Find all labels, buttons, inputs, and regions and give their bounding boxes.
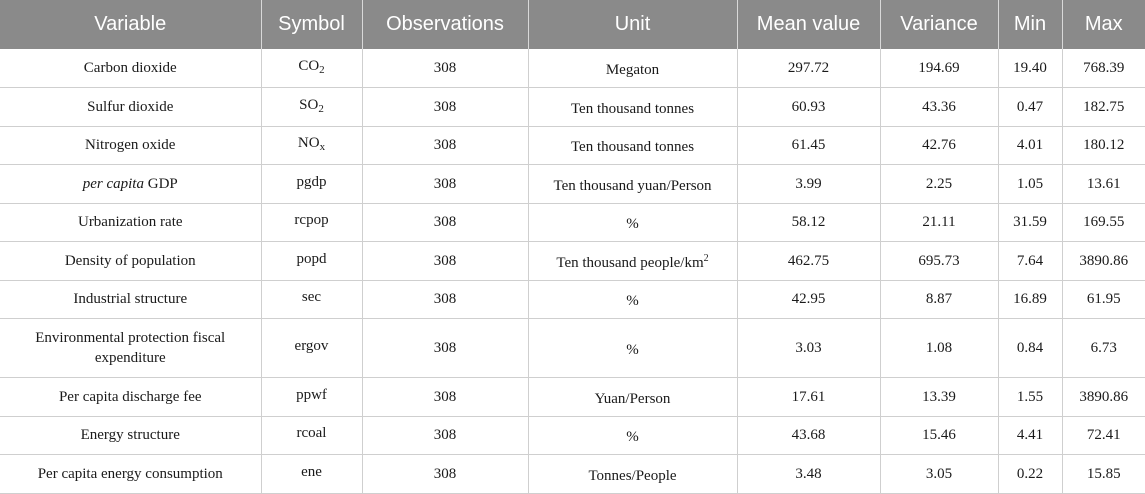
cell-symbol — [261, 416, 362, 455]
cell-unit — [528, 455, 737, 494]
cell-observations: 308 — [362, 455, 528, 494]
header-variable: Variable — [0, 0, 261, 49]
cell-max: 768.39 — [1062, 49, 1145, 88]
cell-min: 4.41 — [998, 416, 1062, 455]
cell-variance: 13.39 — [880, 378, 998, 417]
cell-mean: 462.75 — [737, 242, 880, 281]
unit-base: % — [626, 342, 639, 358]
table-header — [0, 0, 1145, 49]
cell-variable: Per capita energy consumption — [0, 455, 261, 494]
unit-superscript: 2 — [703, 252, 709, 264]
cell-symbol — [261, 88, 362, 127]
cell-variance: 1.08 — [880, 319, 998, 378]
cell-min: 0.47 — [998, 88, 1062, 127]
cell-mean: 17.61 — [737, 378, 880, 417]
symbol-base: SO — [299, 96, 319, 113]
cell-unit — [528, 126, 737, 165]
cell-variable: Per capita discharge fee — [0, 378, 261, 417]
table-row — [0, 88, 1145, 127]
cell-mean: 3.03 — [737, 319, 880, 378]
unit-base: Ten thousand tonnes — [570, 100, 695, 117]
cell-variable — [0, 165, 261, 204]
table-row — [0, 378, 1145, 417]
cell-mean: 60.93 — [737, 88, 880, 127]
variable-italic-part: per capita — [82, 175, 144, 192]
unit-base: Yuan/Person — [594, 390, 671, 407]
cell-min: 7.64 — [998, 242, 1062, 281]
cell-unit — [528, 280, 737, 319]
cell-variable: Carbon dioxide — [0, 49, 261, 88]
table-row — [0, 416, 1145, 455]
symbol-base: pgdp — [296, 173, 327, 190]
cell-observations: 308 — [362, 88, 528, 127]
cell-variance: 8.87 — [880, 280, 998, 319]
cell-max: 15.85 — [1062, 455, 1145, 494]
symbol-base: CO — [298, 58, 320, 74]
symbol-base: popd — [296, 250, 327, 267]
symbol-base: sec — [301, 289, 322, 306]
table-row — [0, 49, 1145, 88]
symbol-subscript: 2 — [318, 102, 324, 115]
cell-symbol — [261, 319, 362, 378]
cell-mean: 42.95 — [737, 280, 880, 319]
cell-mean: 58.12 — [737, 203, 880, 242]
cell-variable: Energy structure — [0, 416, 261, 455]
cell-symbol — [261, 203, 362, 242]
cell-max: 3890.86 — [1062, 242, 1145, 281]
cell-symbol — [261, 378, 362, 417]
cell-mean: 3.99 — [737, 165, 880, 204]
cell-variance: 15.46 — [880, 416, 998, 455]
symbol-base: NO — [297, 135, 320, 152]
cell-unit — [528, 378, 737, 417]
cell-variable: Urbanization rate — [0, 203, 261, 242]
cell-max: 3890.86 — [1062, 378, 1145, 417]
cell-variable: Nitrogen oxide — [0, 126, 261, 165]
header-symbol: Symbol — [261, 0, 362, 49]
cell-min: 1.05 — [998, 165, 1062, 204]
cell-variance: 2.25 — [880, 165, 998, 204]
symbol-base: ergov — [294, 338, 329, 354]
unit-base: Ten thousand yuan/Person — [553, 177, 712, 194]
cell-max: 61.95 — [1062, 280, 1145, 319]
cell-min: 4.01 — [998, 126, 1062, 165]
cell-observations: 308 — [362, 203, 528, 242]
unit-base: Tonnes/People — [588, 467, 677, 484]
table-row — [0, 242, 1145, 281]
cell-max: 72.41 — [1062, 416, 1145, 455]
cell-unit — [528, 88, 737, 127]
cell-mean: 43.68 — [737, 416, 880, 455]
cell-symbol — [261, 165, 362, 204]
table-row — [0, 319, 1145, 378]
table-row — [0, 280, 1145, 319]
symbol-base: rcoal — [296, 425, 327, 442]
cell-variable: Density of population — [0, 242, 261, 281]
cell-mean: 297.72 — [737, 49, 880, 88]
variable-rest: GDP — [143, 175, 178, 192]
table-row — [0, 455, 1145, 494]
cell-variance: 21.11 — [880, 203, 998, 242]
cell-min: 1.55 — [998, 378, 1062, 417]
unit-base: % — [626, 216, 639, 233]
cell-observations: 308 — [362, 416, 528, 455]
cell-min: 31.59 — [998, 203, 1062, 242]
symbol-base: ene — [301, 463, 322, 480]
cell-observations: 308 — [362, 319, 528, 378]
cell-max: 6.73 — [1062, 319, 1145, 378]
unit-base: Ten thousand tonnes — [570, 139, 695, 156]
cell-variable: Environmental protection fiscal expenditure — [0, 319, 261, 378]
header-mean-value: Mean value — [737, 0, 880, 49]
cell-min: 19.40 — [998, 49, 1062, 88]
header-row — [0, 0, 1145, 49]
cell-min: 16.89 — [998, 280, 1062, 319]
cell-variable: Sulfur dioxide — [0, 88, 261, 127]
cell-max: 182.75 — [1062, 88, 1145, 127]
cell-max: 169.55 — [1062, 203, 1145, 242]
header-max: Max — [1062, 0, 1145, 49]
table-row — [0, 126, 1145, 165]
cell-observations: 308 — [362, 280, 528, 319]
cell-unit — [528, 319, 737, 378]
cell-mean: 3.48 — [737, 455, 880, 494]
cell-variance: 3.05 — [880, 455, 998, 494]
unit-base: Megaton — [605, 62, 660, 78]
symbol-subscript: 2 — [319, 64, 325, 76]
cell-min: 0.22 — [998, 455, 1062, 494]
unit-base: % — [626, 429, 639, 446]
unit-base: % — [626, 293, 639, 310]
cell-max: 13.61 — [1062, 165, 1145, 204]
cell-observations: 308 — [362, 378, 528, 417]
cell-observations: 308 — [362, 126, 528, 165]
cell-variance: 43.36 — [880, 88, 998, 127]
header-observations: Observations — [362, 0, 528, 49]
cell-unit — [528, 242, 737, 281]
cell-observations: 308 — [362, 165, 528, 204]
cell-symbol — [261, 49, 362, 88]
header-unit: Unit — [528, 0, 737, 49]
cell-variance: 42.76 — [880, 126, 998, 165]
table-body — [0, 49, 1145, 493]
symbol-subscript: x — [319, 141, 326, 154]
cell-variance: 695.73 — [880, 242, 998, 281]
cell-min: 0.84 — [998, 319, 1062, 378]
cell-symbol — [261, 126, 362, 165]
cell-unit — [528, 416, 737, 455]
cell-observations: 308 — [362, 49, 528, 88]
symbol-base: rcpop — [294, 212, 329, 229]
header-min: Min — [998, 0, 1062, 49]
cell-variance: 194.69 — [880, 49, 998, 88]
cell-mean: 61.45 — [737, 126, 880, 165]
table-row — [0, 165, 1145, 204]
table-row — [0, 203, 1145, 242]
cell-symbol — [261, 280, 362, 319]
header-variance: Variance — [880, 0, 998, 49]
unit-base: Ten thousand people/km — [556, 254, 704, 271]
symbol-base: ppwf — [296, 386, 327, 403]
cell-unit — [528, 203, 737, 242]
cell-variable: Industrial structure — [0, 280, 261, 319]
cell-symbol — [261, 242, 362, 281]
cell-max: 180.12 — [1062, 126, 1145, 165]
cell-unit — [528, 165, 737, 204]
cell-symbol — [261, 455, 362, 494]
cell-unit — [528, 49, 737, 88]
cell-observations: 308 — [362, 242, 528, 281]
